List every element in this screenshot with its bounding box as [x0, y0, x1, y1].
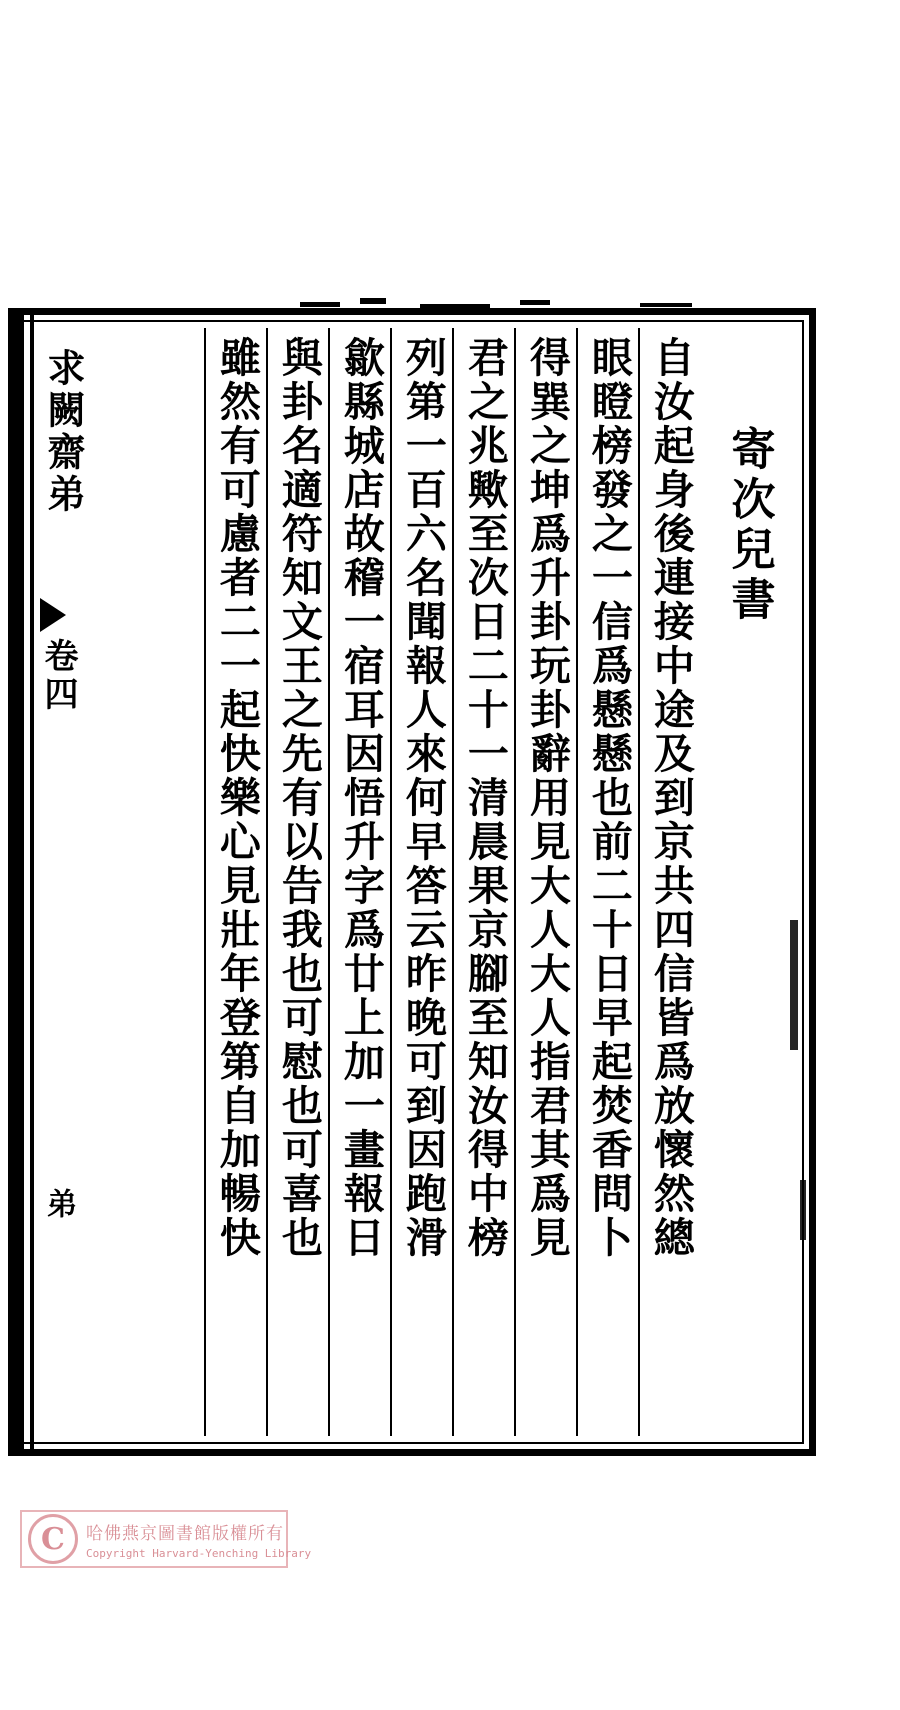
column-text: 得巽之坤爲升卦玩卦辭用見大人大人指君其爲見 [522, 336, 571, 1260]
stamp-chinese-text: 哈佛燕京圖書館版權所有 [86, 1523, 284, 1544]
ink-wear-mark [800, 1180, 806, 1240]
scanned-page [0, 280, 900, 1480]
column-text: 列第一百六名聞報人來何早答云昨晚可到因跑滑 [398, 336, 447, 1260]
column-text: 眼瞪榜發之一信爲懸懸也前二十日早起焚香問卜 [584, 336, 633, 1260]
column-text: 歙縣城店故稽一宿耳因悟升字爲廿上加一畫報日 [336, 336, 385, 1260]
paper-edge-wear [640, 303, 692, 307]
spine-title: 求闕齋弟 [41, 348, 86, 516]
text-column-6 [328, 328, 390, 1436]
stamp-text-block [86, 1519, 311, 1560]
text-column-2 [576, 328, 638, 1436]
column-text: 君之兆歟至次日二十一清晨果京腳至知汝得中榜 [460, 336, 509, 1260]
library-stamp [20, 1510, 312, 1568]
column-text: 雖然有可慮者二一起快樂心見壯年登第自加暢快 [212, 336, 261, 1260]
text-column-8 [204, 328, 266, 1436]
text-column-1 [638, 328, 700, 1436]
text-column-7 [266, 328, 328, 1436]
spine-footer: 弟 [41, 1188, 76, 1220]
text-columns [28, 328, 796, 1436]
text-column-5 [390, 328, 452, 1436]
copyright-seal-icon: C [28, 1514, 78, 1564]
paper-edge-wear [360, 298, 386, 304]
paper-edge-wear [300, 302, 340, 307]
spine-volume-text: 卷四 [38, 638, 78, 714]
column-heading [700, 328, 796, 1436]
column-text: 與卦名適符知文王之先有以告我也可慰也可喜也 [274, 336, 323, 1260]
page-heading: 寄次兒書 [723, 426, 775, 626]
stamp-english-text: Copyright Harvard-Yenching Library [86, 1546, 312, 1560]
column-text: 自汝起身後連接中途及到京共四信皆爲放懷然總 [646, 336, 695, 1260]
text-column-3 [514, 328, 576, 1436]
paper-edge-wear [420, 304, 490, 308]
paper-edge-wear [520, 300, 550, 305]
spine-black-band [8, 308, 24, 1456]
text-column-4 [452, 328, 514, 1436]
